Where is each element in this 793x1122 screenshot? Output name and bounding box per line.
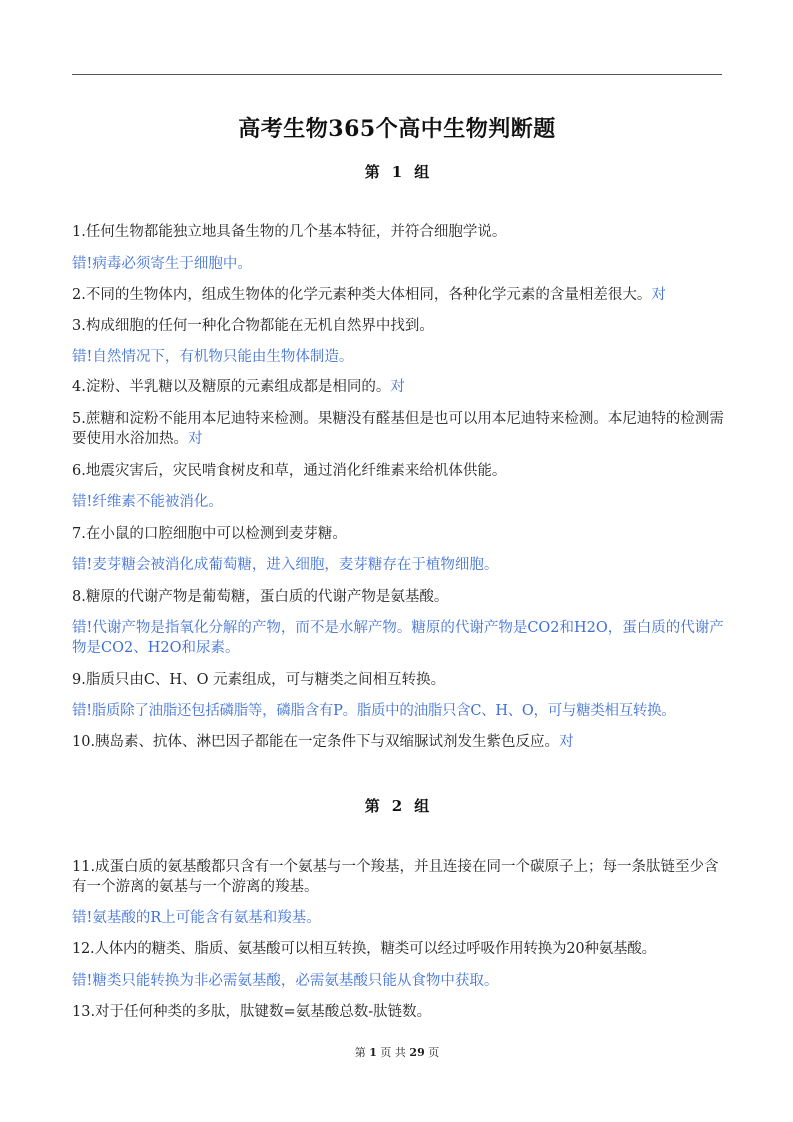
question-5-text: 5.蔗糖和淀粉不能用本尼迪特来检测。果糖没有醛基但是也可以用本尼迪特来检测。本尼迪特的检测需要使用水浴加热。 — [72, 411, 724, 447]
answer-8: 错!代谢产物是指氧化分解的产物，而不是水解产物。糖原的代谢产物是CO2和H2O，蛋白质的代谢产物是CO2、H2O和尿素。 — [72, 620, 724, 656]
page-footer: 第 1 页 共 29 页 — [354, 1046, 440, 1059]
group-heading-1: 第 1 组 — [364, 163, 430, 181]
answer-10: 对 — [559, 734, 574, 750]
answer-7: 错!麦芽糖会被消化成葡萄糖，进入细胞，麦芽糖存在于植物细胞。 — [72, 557, 499, 573]
answer-12: 错!糖类只能转换为非必需氨基酸，必需氨基酸只能从食物中获取。 — [72, 973, 499, 989]
question-3: 3.构成细胞的任何一种化合物都能在无机自然界中找到。 — [72, 318, 434, 334]
question-1: 1.任何生物都能独立地具备生物的几个基本特征，并符合细胞学说。 — [72, 224, 507, 240]
document-title: 高考生物365个高中生物判断题 — [238, 116, 556, 142]
question-8: 8.糖原的代谢产物是葡萄糖，蛋白质的代谢产物是氨基酸。 — [72, 589, 449, 605]
question-4-text: 4.淀粉、半乳糖以及糖原的元素组成都是相同的。 — [72, 379, 391, 395]
question-2 — [72, 285, 724, 305]
question-13: 13.对于任何种类的多肽，肽键数=氨基酸总数-肽链数。 — [72, 1004, 432, 1020]
answer-6: 错!纤维素不能被消化。 — [72, 494, 223, 510]
question-10 — [72, 732, 724, 752]
question-11: 11.成蛋白质的氨基酸都只含有一个氨基与一个羧基，并且连接在同一个碳原子上；每一条肽链至少含有一个游离的氨基与一个游离的羧基。 — [72, 859, 719, 895]
answer-5: 对 — [188, 431, 203, 447]
header-rule — [72, 74, 722, 75]
question-9: 9.脂质只由C、H、O 元素组成，可与糖类之间相互转换。 — [72, 672, 446, 688]
answer-3: 错!自然情况下，有机物只能由生物体制造。 — [72, 349, 354, 365]
answer-9: 错!脂质除了油脂还包括磷脂等，磷脂含有P。脂质中的油脂只含C、H、O，可与糖类相互转换。 — [72, 703, 676, 719]
question-10-text: 10.胰岛素、抗体、淋巴因子都能在一定条件下与双缩脲试剂发生紫色反应。 — [72, 734, 560, 750]
question-5 — [72, 409, 724, 449]
answer-1: 错!病毒必须寄生于细胞中。 — [72, 256, 252, 272]
question-2-text: 2.不同的生物体内，组成生物体的化学元素种类大体相同，各种化学元素的含量相差很大。 — [72, 287, 652, 303]
question-7: 7.在小鼠的口腔细胞中可以检测到麦芽糖。 — [72, 526, 347, 542]
question-6: 6.地震灾害后，灾民啃食树皮和草，通过消化纤维素来给机体供能。 — [72, 463, 507, 479]
question-4 — [72, 377, 724, 397]
answer-2: 对 — [651, 287, 666, 303]
current-page: 1 — [369, 1046, 377, 1059]
group-heading-2: 第 2 组 — [364, 797, 430, 815]
total-pages: 29 — [409, 1046, 425, 1059]
question-12: 12.人体内的糖类、脂质、氨基酸可以相互转换，糖类可以经过呼吸作用转换为20种氨基酸。 — [72, 941, 656, 957]
answer-4: 对 — [390, 379, 405, 395]
answer-11: 错!氨基酸的R上可能含有氨基和羧基。 — [72, 910, 321, 926]
